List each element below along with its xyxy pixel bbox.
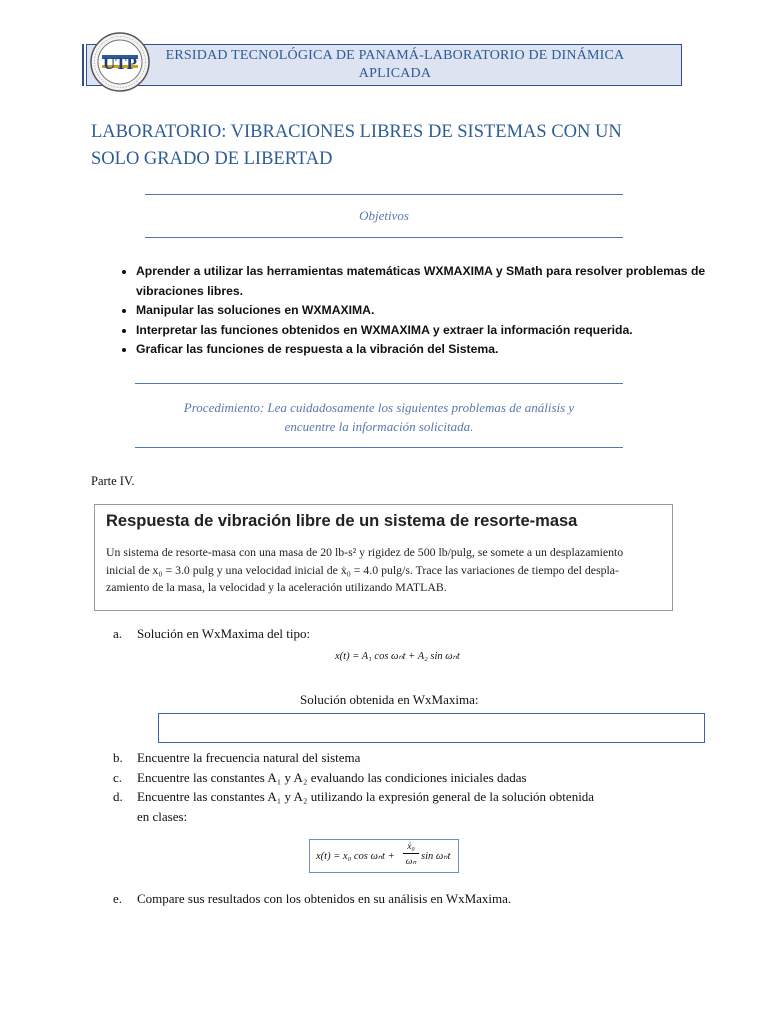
part-label: Parte IV. [91, 474, 135, 488]
item-text: Compare sus resultados con los obtenidos en su análisis en WxMaxima. [137, 891, 512, 906]
procedure-bottom-rule [135, 447, 623, 448]
header-title-line1: ERSIDAD TECNOLÓGICA DE PANAMÁ-LABORATORIO DE DINÁMICA [165, 48, 625, 63]
procedure-line2: encuentre la información solicitada. [284, 419, 474, 434]
header-title-line2: APLICADA [358, 66, 432, 81]
procedure-line1: Procedimiento: Lea cuidadosamente los siguientes problemas de análisis y [183, 400, 575, 415]
objective-item: • Aprender a utilizar las herramientas matemáticas WXMAXIMA y SMath para resolver problemas de vibraciones libres. [136, 262, 736, 301]
problem-line1: Un sistema de resorte-masa con una masa de 20 lb-s² y rigidez de 500 lb/pulg, se somete a un desplazamiento [106, 545, 624, 559]
item-text: Encuentre las constantes A₁ y A₂ evaluando las condiciones iniciales dadas [137, 769, 527, 785]
utp-logo-icon [89, 31, 151, 93]
item-text: Encuentre las constantes A₁ y A₂ utilizando la expresión general de la solución obtenida [137, 789, 595, 804]
equation-denominator: ωₙ [405, 857, 417, 867]
items-b-d [113, 748, 683, 826]
equation-left: x(t) = x₀ cos ωₙt + [316, 851, 395, 862]
problem-line2: inicial de x₀ = 3.0 pulg y una velocidad inicial de ẋ₀ = 4.0 pulg/s. Trace las variaciones de tiempo del despla- [106, 562, 619, 577]
lab-title-line2: SOLO GRADO DE LIBERTAD [91, 149, 333, 169]
lab-title-line1: LABORATORIO: VIBRACIONES LIBRES DE SISTEMAS CON UN [91, 122, 622, 142]
problem-title: Respuesta de vibración libre de un sistema de resorte-masa [106, 512, 578, 530]
objectives-top-rule [145, 194, 623, 195]
equation-general-solution: x(t) = A₁ cos ωₙt + A₂ sin ωₙt [335, 651, 460, 662]
item-text: Solución en WxMaxima del tipo: [137, 626, 311, 641]
item-label: a. [113, 626, 123, 641]
item-label: e. [113, 891, 123, 906]
problem-line3: zamiento de la masa, la velocidad y la aceleración utilizando MATLAB. [106, 580, 447, 594]
procedure-top-rule [135, 383, 623, 384]
objective-item: • Interpretar las funciones obtenidos en WXMAXIMA y extraer la información requerida. [136, 321, 736, 341]
objectives-bottom-rule [145, 237, 623, 238]
item-label: c. [113, 769, 123, 785]
objectives-list [96, 262, 736, 360]
logo-text: UTP [103, 54, 137, 73]
header-title [100, 47, 690, 83]
objective-item: • Graficar las funciones de respuesta a la vibración del Sistema. [136, 340, 736, 360]
solution-label: Solución obtenida en WxMaxima: [300, 692, 479, 707]
item-e [113, 889, 683, 909]
solution-answer-box[interactable] [158, 713, 705, 743]
equation-right: sin ωₙt [421, 851, 451, 862]
equation-numerator: ẋ₀ [403, 841, 419, 854]
item-label: b. [113, 750, 123, 765]
header-left-rule [82, 44, 84, 86]
item-label: d. [113, 789, 123, 804]
procedure-text [135, 398, 623, 436]
item-a [113, 624, 673, 644]
item-text: Encuentre la frecuencia natural del sistema [137, 750, 361, 765]
objectives-heading: Objetivos [359, 208, 409, 223]
lab-title [91, 119, 691, 173]
problem-statement [106, 544, 666, 597]
item-text: en clases: [137, 808, 188, 824]
objective-item: • Manipular las soluciones en WXMAXIMA. [136, 301, 736, 321]
